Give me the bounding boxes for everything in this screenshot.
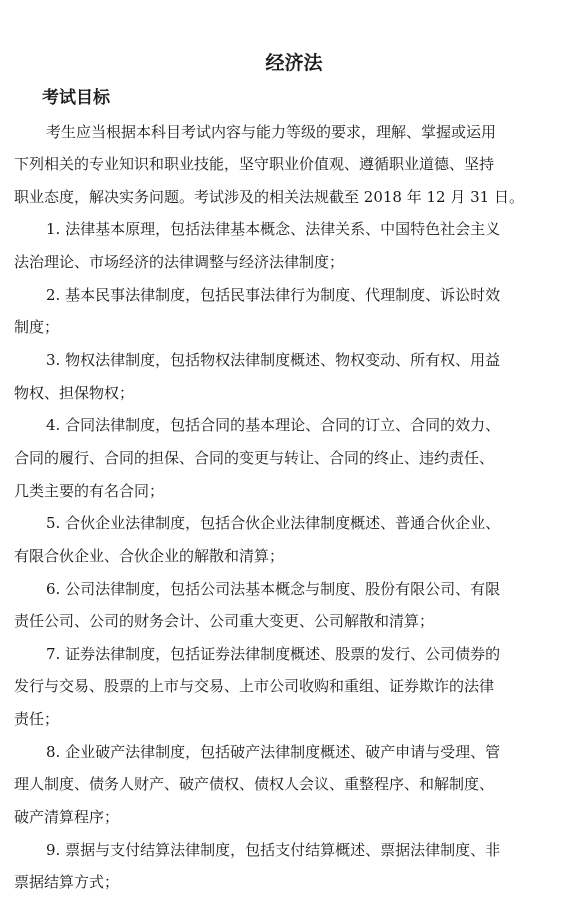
paragraph-line: 3. 物权法律制度，包括物权法律制度概述、物权变动、所有权、用益 [46, 351, 501, 369]
paragraph-line: 4. 合同法律制度，包括合同的基本理论、合同的订立、合同的效力、 [46, 416, 501, 434]
paragraph-line: 理人制度、债务人财产、破产债权、债权人会议、重整程序、和解制度、 [14, 775, 495, 793]
paragraph-line: 物权、担保物权； [14, 384, 135, 402]
paragraph-line: 9. 票据与支付结算法律制度，包括支付结算概述、票据法律制度、非 [46, 841, 501, 859]
paragraph-line: 6. 公司法律制度，包括公司法基本概念与制度、股份有限公司、有限 [46, 580, 501, 598]
paragraph-line: 责任公司、公司的财务会计、公司重大变更、公司解散和清算； [14, 612, 435, 630]
document-title: 经济法 [265, 52, 323, 74]
paragraph-line: 1. 法律基本原理，包括法律基本概念、法律关系、中国特色社会主义 [46, 220, 501, 238]
paragraph-line: 责任； [14, 710, 60, 728]
paragraph-line: 职业态度，解决实务问题。考试涉及的相关法规截至 2018 年 12 月 31 日。 [14, 188, 524, 206]
paragraph-line: 合同的履行、合同的担保、合同的变更与转让、合同的终止、违约责任、 [14, 449, 495, 467]
paragraph-line: 5. 合伙企业法律制度，包括合伙企业法律制度概述、普通合伙企业、 [46, 514, 501, 532]
paragraph-line: 法治理论、市场经济的法律调整与经济法律制度； [14, 253, 345, 271]
paragraph-line: 票据结算方式； [14, 873, 120, 891]
paragraph-line: 考生应当根据本科目考试内容与能力等级的要求，理解、掌握或运用 [46, 123, 497, 141]
paragraph-line: 下列相关的专业知识和职业技能，坚守职业价值观、遵循职业道德、坚持 [14, 155, 495, 173]
paragraph-line: 7. 证券法律制度，包括证券法律制度概述、股票的发行、公司债券的 [46, 645, 501, 663]
paragraph-line: 8. 企业破产法律制度，包括破产法律制度概述、破产申请与受理、管 [46, 743, 501, 761]
paragraph-line: 有限合伙企业、合伙企业的解散和清算； [14, 547, 285, 565]
paragraph-line: 制度； [14, 318, 60, 336]
paragraph-line: 2. 基本民事法律制度，包括民事法律行为制度、代理制度、诉讼时效 [46, 286, 501, 304]
paragraph-line: 几类主要的有名合同； [14, 482, 165, 500]
paragraph-line: 发行与交易、股票的上市与交易、上市公司收购和重组、证券欺诈的法律 [14, 677, 495, 695]
paragraph-line: 破产清算程序； [14, 808, 120, 826]
section-heading: 考试目标 [42, 88, 110, 108]
